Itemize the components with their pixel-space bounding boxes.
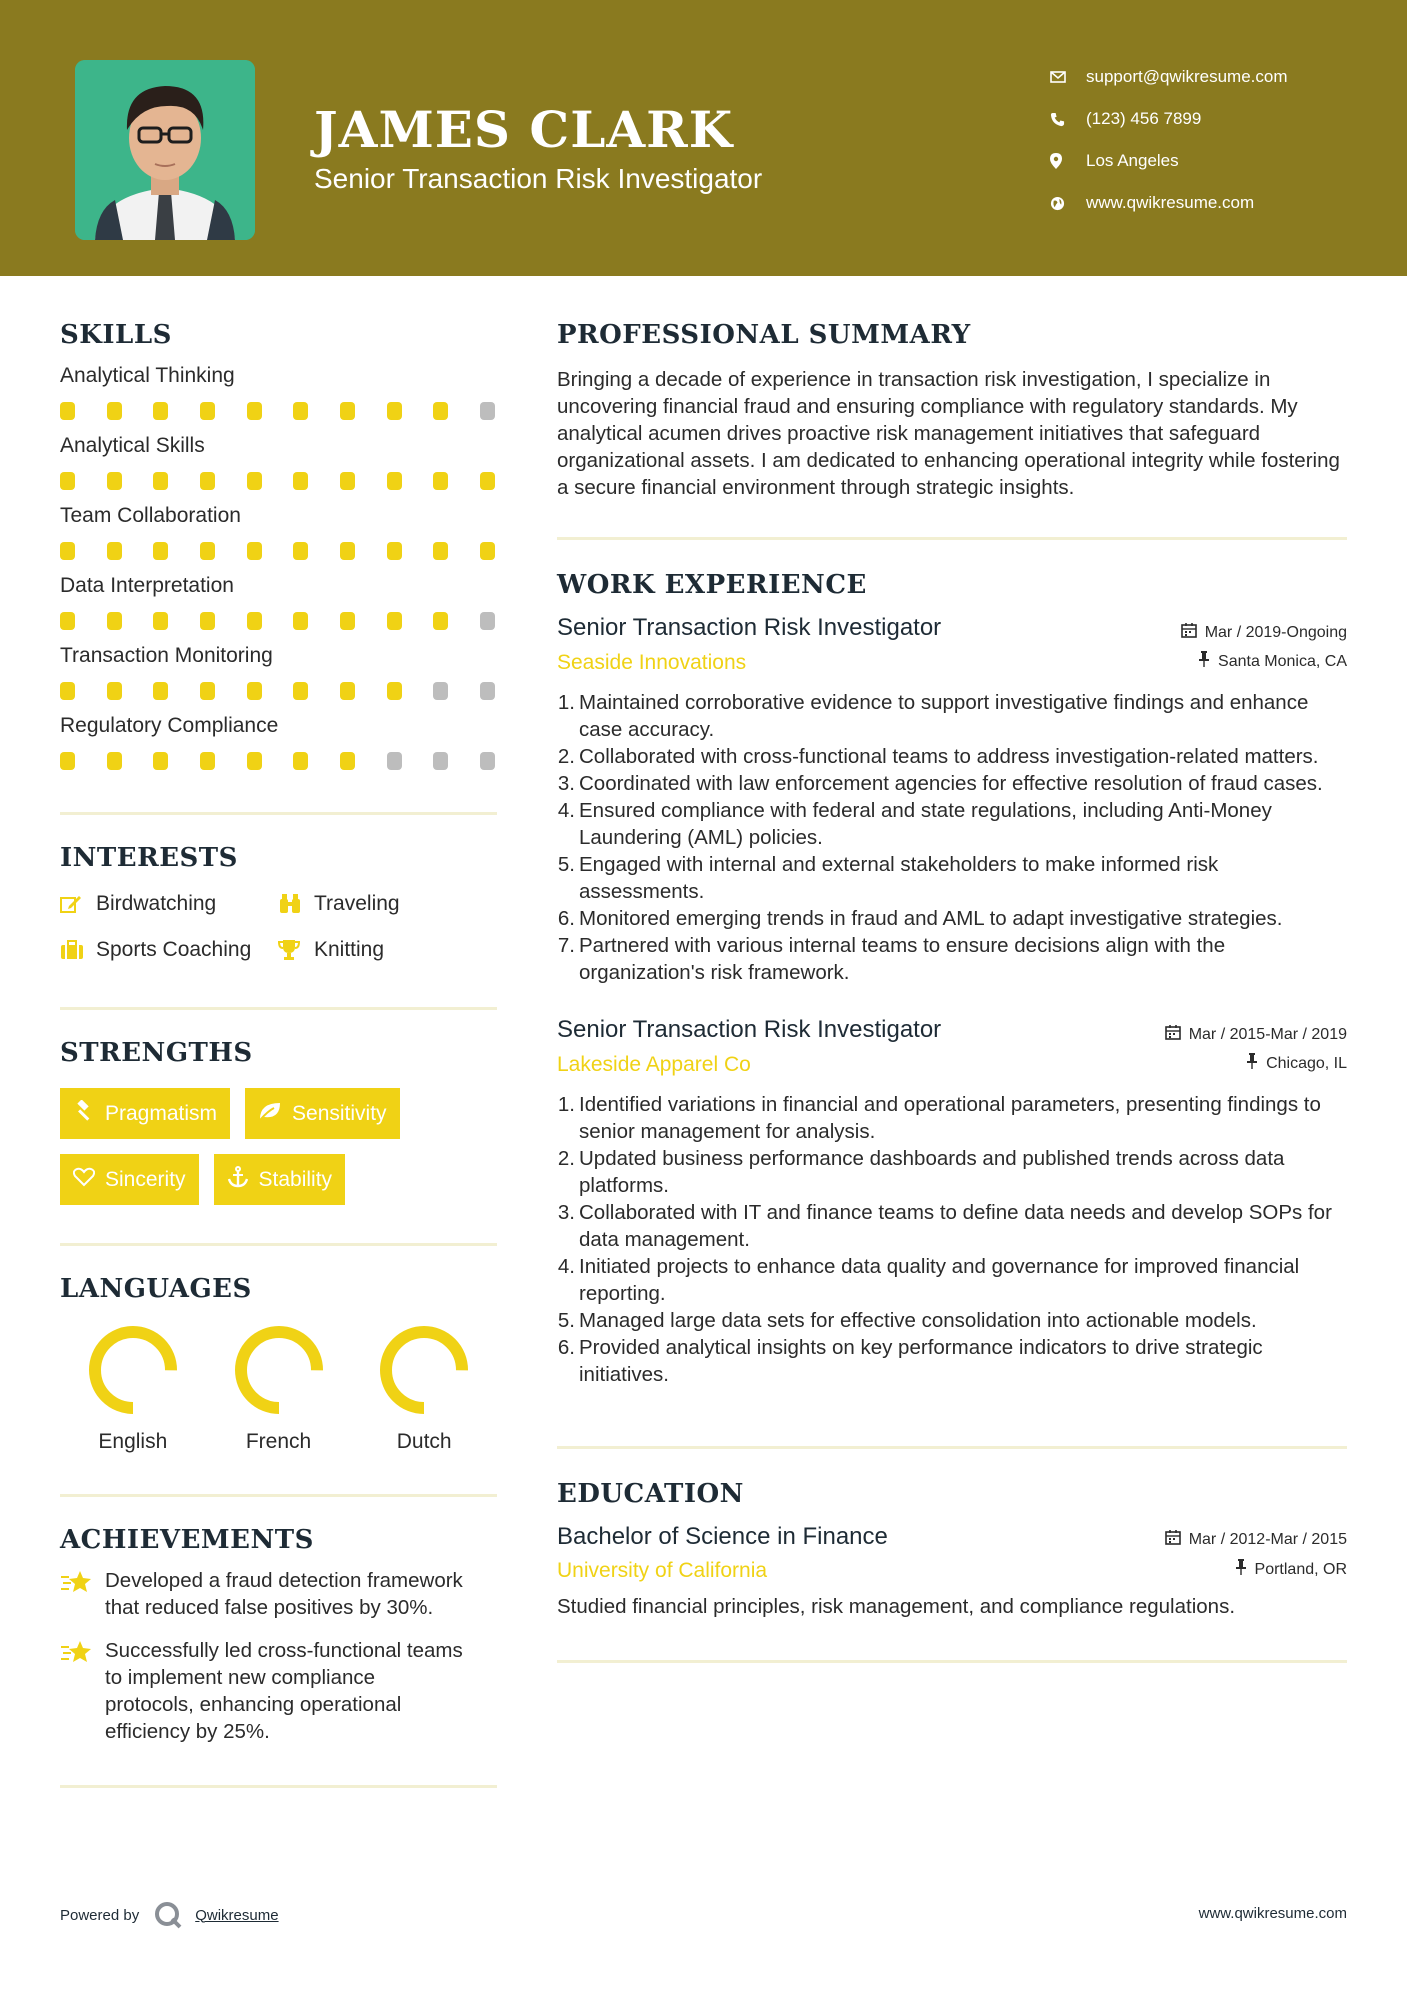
skill-rating bbox=[60, 682, 497, 700]
qwikresume-logo-icon bbox=[153, 1900, 183, 1930]
skill-rating bbox=[60, 752, 497, 770]
section-divider bbox=[60, 1494, 497, 1497]
skill-dot-filled bbox=[107, 752, 122, 770]
trophy-icon bbox=[278, 939, 314, 961]
bullet-number: 2. bbox=[557, 745, 575, 768]
strength-label: Pragmatism bbox=[105, 1101, 218, 1125]
bullet-text: Partnered with various internal teams to ensure decisions align with the organization's risk framework. bbox=[579, 934, 1226, 984]
calendar-icon bbox=[1181, 622, 1197, 643]
language-name: French bbox=[245, 1430, 312, 1453]
calendar-icon bbox=[1165, 1529, 1181, 1550]
skill-dot-filled bbox=[340, 752, 355, 770]
skill-dot-filled bbox=[153, 472, 168, 490]
skill-dot-empty bbox=[433, 752, 448, 770]
skill-name: Transaction Monitoring bbox=[60, 644, 273, 667]
job-bullets bbox=[557, 689, 1347, 986]
skill-dot-filled bbox=[387, 542, 402, 560]
calendar-icon bbox=[1165, 1024, 1181, 1045]
skill-dot-filled bbox=[200, 612, 215, 630]
skill-dot-filled bbox=[387, 612, 402, 630]
section-divider bbox=[60, 1785, 497, 1788]
bullet-text: Provided analytical insights on key performance indicators to drive strategic initiatives. bbox=[579, 1336, 1263, 1386]
footer-website[interactable]: www.qwikresume.com bbox=[1198, 1905, 1347, 1922]
skill-dot-empty bbox=[387, 752, 402, 770]
anchor-icon bbox=[227, 1166, 249, 1194]
education-location bbox=[1235, 1559, 1347, 1580]
company-name: Seaside Innovations bbox=[557, 651, 747, 674]
candidate-title: Senior Transaction Risk Investigator bbox=[314, 163, 763, 194]
job-bullet bbox=[557, 1145, 1347, 1199]
job-bullet bbox=[557, 689, 1347, 743]
language-item bbox=[60, 1322, 206, 1454]
education-location-text: Portland, OR bbox=[1254, 1560, 1347, 1578]
interest-item bbox=[60, 937, 278, 963]
skill-dot-filled bbox=[387, 472, 402, 490]
experience-title: WORK EXPERIENCE bbox=[557, 570, 867, 600]
leaf-icon bbox=[258, 1101, 282, 1127]
languages-title: LANGUAGES bbox=[60, 1274, 252, 1304]
skill-dot-filled bbox=[200, 682, 215, 700]
skill-dot-filled bbox=[60, 752, 75, 770]
languages-list bbox=[60, 1322, 497, 1454]
skill-dot-filled bbox=[480, 472, 495, 490]
bullet-text: Updated business performance dashboards and published trends across data platforms. bbox=[579, 1147, 1285, 1197]
contact-list bbox=[1050, 56, 1288, 224]
strength-tag bbox=[60, 1088, 230, 1139]
bullet-text: Maintained corroborative evidence to support investigative findings and enhance case accuracy. bbox=[579, 691, 1309, 741]
summary-title: PROFESSIONAL SUMMARY bbox=[557, 320, 971, 350]
location-pin-icon bbox=[1050, 153, 1086, 169]
skills-title: SKILLS bbox=[60, 320, 172, 350]
skill-dot-filled bbox=[433, 612, 448, 630]
school-name: University of California bbox=[557, 1559, 768, 1582]
interest-label: Birdwatching bbox=[96, 892, 217, 915]
job-bullet bbox=[557, 851, 1347, 905]
skill-dot-filled bbox=[200, 752, 215, 770]
bullet-number: 3. bbox=[557, 1201, 575, 1224]
job-bullet bbox=[557, 1307, 1347, 1334]
binoculars-icon bbox=[278, 893, 314, 915]
briefcase-icon bbox=[60, 940, 96, 960]
skill-dot-empty bbox=[480, 752, 495, 770]
education-title: EDUCATION bbox=[557, 1479, 744, 1509]
skill-dot-filled bbox=[60, 612, 75, 630]
job-bullet bbox=[557, 1253, 1347, 1307]
skill-dot-filled bbox=[480, 542, 495, 560]
skill-dot-filled bbox=[340, 682, 355, 700]
strength-label: Stability bbox=[258, 1167, 333, 1191]
job-bullets bbox=[557, 1091, 1347, 1388]
language-level-ring bbox=[376, 1322, 472, 1418]
achievement-item bbox=[60, 1567, 497, 1621]
language-level-ring bbox=[231, 1322, 327, 1418]
contact-email-text: support@qwikresume.com bbox=[1086, 67, 1288, 86]
bullet-number: 4. bbox=[557, 799, 575, 822]
skill-dot-filled bbox=[200, 402, 215, 420]
education-description: Studied financial principles, risk management, and compliance regulations. bbox=[557, 1595, 1236, 1618]
skill-dot-filled bbox=[293, 542, 308, 560]
education-date-text: Mar / 2012-Mar / 2015 bbox=[1188, 1530, 1347, 1548]
job-date-text: Mar / 2019-Ongoing bbox=[1204, 623, 1347, 641]
interests-list bbox=[60, 891, 497, 963]
bullet-number: 6. bbox=[557, 1336, 575, 1359]
skill-name: Analytical Skills bbox=[60, 434, 205, 457]
bullet-number: 1. bbox=[557, 691, 575, 714]
skill-dot-filled bbox=[200, 472, 215, 490]
pushpin-icon bbox=[1246, 1053, 1258, 1074]
skill-dot-filled bbox=[340, 612, 355, 630]
job-bullet bbox=[557, 770, 1347, 797]
skill-dot-filled bbox=[153, 682, 168, 700]
skill-dot-filled bbox=[293, 682, 308, 700]
bullet-text: Engaged with internal and external stakeholders to make informed risk assessments. bbox=[579, 853, 1219, 903]
job-bullet bbox=[557, 743, 1347, 770]
strength-label: Sensitivity bbox=[292, 1101, 387, 1125]
heart-icon bbox=[73, 1167, 95, 1193]
skill-dot-filled bbox=[153, 612, 168, 630]
bullet-number: 5. bbox=[557, 1309, 575, 1332]
language-item bbox=[206, 1322, 352, 1454]
job-date bbox=[1165, 1024, 1347, 1045]
interest-item bbox=[278, 891, 497, 917]
bullet-number: 5. bbox=[557, 853, 575, 876]
bullet-number: 7. bbox=[557, 934, 575, 957]
language-level-ring bbox=[85, 1322, 181, 1418]
degree-title: Bachelor of Science in Finance bbox=[557, 1523, 888, 1550]
section-divider bbox=[557, 537, 1347, 540]
strength-tag bbox=[60, 1154, 199, 1205]
achievement-text: Successfully led cross-functional teams to implement new compliance protocols, enhancing operational efficiency by 25%. bbox=[105, 1639, 463, 1743]
skill-name: Regulatory Compliance bbox=[60, 714, 279, 737]
bullet-text: Identified variations in financial and operational parameters, presenting findings to senior management for analysis. bbox=[579, 1093, 1321, 1143]
section-divider bbox=[60, 812, 497, 815]
phone-icon bbox=[1050, 112, 1086, 127]
skill-dot-filled bbox=[107, 542, 122, 560]
left-column bbox=[60, 320, 497, 1788]
interest-item bbox=[278, 937, 497, 963]
skills-list bbox=[60, 364, 497, 770]
job-bullet bbox=[557, 1199, 1347, 1253]
bullet-text: Monitored emerging trends in fraud and AML to adapt investigative strategies. bbox=[579, 907, 1283, 930]
job-bullet bbox=[557, 1091, 1347, 1145]
footer-powered-by bbox=[60, 1900, 279, 1930]
contact-email[interactable] bbox=[1050, 56, 1288, 98]
section-divider bbox=[60, 1243, 497, 1246]
interest-label: Knitting bbox=[314, 938, 385, 961]
shooting-star-icon bbox=[60, 1567, 105, 1621]
resume-header bbox=[0, 0, 1407, 276]
gavel-icon bbox=[73, 1100, 95, 1128]
interest-item bbox=[60, 891, 278, 917]
job-date bbox=[1181, 622, 1347, 643]
education-date bbox=[1165, 1529, 1347, 1550]
job-title: Senior Transaction Risk Investigator bbox=[557, 614, 942, 641]
job-location-text: Santa Monica, CA bbox=[1218, 652, 1347, 670]
interest-label: Traveling bbox=[314, 892, 400, 915]
skill-dot-filled bbox=[387, 682, 402, 700]
bullet-text: Initiated projects to enhance data quality and governance for improved financial reporting. bbox=[579, 1255, 1300, 1305]
contact-location bbox=[1050, 140, 1288, 182]
right-column bbox=[557, 320, 1347, 1663]
skill-dot-filled bbox=[153, 402, 168, 420]
bullet-number: 3. bbox=[557, 772, 575, 795]
bullet-text: Collaborated with IT and finance teams to define data needs and develop SOPs for data management. bbox=[579, 1201, 1332, 1251]
pushpin-icon bbox=[1198, 651, 1210, 672]
interest-label: Sports Coaching bbox=[96, 938, 252, 961]
skill-dot-filled bbox=[60, 542, 75, 560]
contact-website-text: www.qwikresume.com bbox=[1086, 193, 1255, 212]
skill-dot-filled bbox=[60, 402, 75, 420]
skill-rating bbox=[60, 612, 497, 630]
job-bullet bbox=[557, 932, 1347, 986]
bullet-text: Collaborated with cross-functional teams to address investigation-related matters. bbox=[579, 745, 1319, 768]
skill-dot-filled bbox=[433, 402, 448, 420]
job-date-text: Mar / 2015-Mar / 2019 bbox=[1188, 1025, 1347, 1043]
skill-dot-empty bbox=[433, 682, 448, 700]
profile-photo bbox=[75, 60, 255, 240]
interests-title: INTERESTS bbox=[60, 843, 238, 873]
section-divider bbox=[557, 1446, 1347, 1449]
qwikresume-link[interactable]: Qwikresume bbox=[195, 1906, 279, 1924]
section-divider bbox=[557, 1660, 1347, 1663]
skill-dot-filled bbox=[433, 542, 448, 560]
bullet-number: 1. bbox=[557, 1093, 575, 1116]
skill-dot-filled bbox=[153, 542, 168, 560]
skill-dot-filled bbox=[433, 472, 448, 490]
skill-dot-empty bbox=[480, 402, 495, 420]
summary-text: Bringing a decade of experience in transaction risk investigation, I specialize in uncovering financial fraud and ensuring compliance with regulatory standards. My analytical acumen drives proactive risk management initiatives that safeguard organizational assets. I am dedicated to enhancing operational integrity while fostering a secure financial environment through strategic insights. bbox=[557, 368, 1340, 499]
strengths-list bbox=[60, 1088, 497, 1205]
skill-dot-filled bbox=[247, 682, 262, 700]
skill-dot-filled bbox=[153, 752, 168, 770]
achievement-text: Developed a fraud detection framework that reduced false positives by 30%. bbox=[105, 1569, 463, 1619]
skill-dot-filled bbox=[247, 752, 262, 770]
skill-rating bbox=[60, 402, 497, 420]
skill-dot-filled bbox=[293, 472, 308, 490]
bullet-number: 2. bbox=[557, 1147, 575, 1170]
shooting-star-icon bbox=[60, 1637, 105, 1745]
language-name: Dutch bbox=[396, 1430, 452, 1453]
section-divider bbox=[60, 1007, 497, 1010]
language-item bbox=[351, 1322, 497, 1454]
skill-dot-filled bbox=[247, 402, 262, 420]
company-name: Lakeside Apparel Co bbox=[557, 1053, 751, 1076]
skill-dot-filled bbox=[60, 682, 75, 700]
bullet-number: 6. bbox=[557, 907, 575, 930]
skill-dot-filled bbox=[107, 682, 122, 700]
job-location bbox=[1246, 1053, 1347, 1074]
job-entry bbox=[557, 1016, 1347, 1388]
strengths-title: STRENGTHS bbox=[60, 1038, 253, 1068]
bullet-text: Ensured compliance with federal and state regulations, including Anti-Money Laundering (AML) policies. bbox=[579, 799, 1272, 849]
job-bullet bbox=[557, 1334, 1347, 1388]
skill-dot-empty bbox=[480, 612, 495, 630]
globe-icon bbox=[1050, 196, 1086, 211]
skill-dot-filled bbox=[293, 752, 308, 770]
candidate-name: JAMES CLARK bbox=[314, 100, 734, 159]
job-location-text: Chicago, IL bbox=[1266, 1054, 1347, 1072]
skill-dot-filled bbox=[340, 472, 355, 490]
skill-rating bbox=[60, 542, 497, 560]
achievements-title: ACHIEVEMENTS bbox=[60, 1525, 314, 1555]
skill-dot-filled bbox=[247, 472, 262, 490]
education-entry bbox=[557, 1523, 1347, 1620]
skill-dot-empty bbox=[480, 682, 495, 700]
skill-name: Team Collaboration bbox=[60, 504, 241, 527]
job-location bbox=[1198, 651, 1347, 672]
contact-location-text: Los Angeles bbox=[1086, 151, 1179, 170]
skill-dot-filled bbox=[107, 612, 122, 630]
contact-website[interactable] bbox=[1050, 182, 1288, 224]
job-entry bbox=[557, 614, 1347, 986]
strength-label: Sincerity bbox=[105, 1167, 186, 1191]
skill-dot-filled bbox=[293, 402, 308, 420]
job-bullet bbox=[557, 905, 1347, 932]
bullet-text: Coordinated with law enforcement agencies for effective resolution of fraud cases. bbox=[579, 772, 1323, 795]
contact-phone-text: (123) 456 7899 bbox=[1086, 109, 1202, 128]
skill-dot-filled bbox=[60, 472, 75, 490]
skill-dot-filled bbox=[340, 402, 355, 420]
envelope-icon bbox=[1050, 71, 1086, 83]
pushpin-icon bbox=[1235, 1559, 1247, 1580]
skill-rating bbox=[60, 472, 497, 490]
language-name: English bbox=[98, 1430, 168, 1453]
skill-name: Analytical Thinking bbox=[60, 364, 235, 387]
bullet-text: Managed large data sets for effective consolidation into actionable models. bbox=[579, 1309, 1257, 1332]
skill-dot-filled bbox=[387, 402, 402, 420]
contact-phone[interactable] bbox=[1050, 98, 1288, 140]
skill-dot-filled bbox=[200, 542, 215, 560]
pencil-square-icon bbox=[60, 894, 96, 914]
job-title: Senior Transaction Risk Investigator bbox=[557, 1016, 942, 1043]
strength-tag bbox=[245, 1088, 400, 1139]
achievement-item bbox=[60, 1637, 497, 1745]
bullet-number: 4. bbox=[557, 1255, 575, 1278]
strength-tag bbox=[214, 1154, 346, 1205]
skill-dot-filled bbox=[293, 612, 308, 630]
skill-dot-filled bbox=[247, 542, 262, 560]
powered-by-text: Powered by bbox=[60, 1906, 140, 1924]
job-bullet bbox=[557, 797, 1347, 851]
skill-dot-filled bbox=[107, 472, 122, 490]
skill-dot-filled bbox=[340, 542, 355, 560]
skill-name: Data Interpretation bbox=[60, 574, 234, 597]
skill-dot-filled bbox=[107, 402, 122, 420]
person-avatar-icon bbox=[75, 60, 255, 240]
skill-dot-filled bbox=[247, 612, 262, 630]
